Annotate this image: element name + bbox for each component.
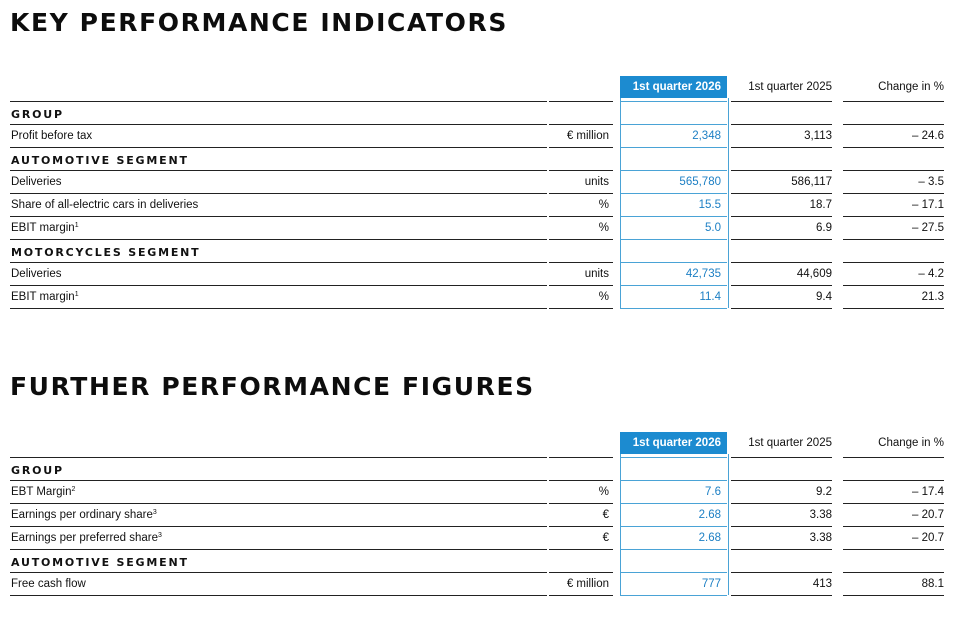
row-rule [731, 457, 832, 458]
value-current: 15.5 [698, 199, 721, 211]
row-unit: % [598, 222, 609, 234]
row-rule [10, 503, 547, 504]
value-current: 7.6 [705, 486, 721, 498]
row-rule [549, 526, 613, 527]
row-rule [620, 595, 727, 596]
row-rule [843, 124, 944, 125]
row-rule [10, 170, 547, 171]
row-unit: % [598, 291, 609, 303]
row-unit: units [584, 268, 609, 280]
row-rule [10, 526, 547, 527]
row-rule [843, 193, 944, 194]
row-rule [549, 193, 613, 194]
col-header-change: Change in % [878, 81, 944, 93]
value-current: 2.68 [698, 509, 721, 521]
value-change: – 20.7 [912, 532, 944, 544]
value-prior: 6.9 [816, 222, 832, 234]
row-unit: units [584, 176, 609, 188]
row-rule [549, 170, 613, 171]
row-rule [843, 170, 944, 171]
row-rule [10, 147, 547, 148]
row-label-text: Earnings per preferred share [11, 532, 159, 544]
row-rule [731, 239, 832, 240]
row-label [11, 130, 92, 142]
row-rule [10, 285, 547, 286]
row-rule [549, 101, 613, 102]
row-rule [10, 572, 547, 573]
value-change: – 3.5 [918, 176, 944, 188]
row-rule [549, 262, 613, 263]
value-change: – 24.6 [912, 130, 944, 142]
footnote-marker: 3 [158, 532, 162, 539]
row-rule [843, 285, 944, 286]
row-rule [731, 170, 832, 171]
value-change: 21.3 [921, 291, 944, 303]
section-heading: GROUP [11, 464, 64, 477]
row-rule [549, 285, 613, 286]
kpi-title: KEY PERFORMANCE INDICATORS [10, 8, 508, 37]
value-current: 11.4 [699, 291, 721, 303]
row-unit: € million [566, 130, 609, 142]
row-rule [620, 308, 727, 309]
row-rule [549, 549, 613, 550]
row-rule [549, 572, 613, 573]
row-rule [731, 147, 832, 148]
section-heading: AUTOMOTIVE SEGMENT [11, 154, 189, 167]
row-rule [843, 549, 944, 550]
row-rule [10, 193, 547, 194]
current-column-frame [620, 454, 729, 595]
row-rule [731, 572, 832, 573]
row-label [11, 578, 86, 590]
row-rule [843, 480, 944, 481]
row-label-text: EBIT margin [11, 222, 75, 234]
row-rule [10, 480, 547, 481]
value-current: 565,780 [679, 176, 721, 188]
row-label [11, 532, 162, 544]
row-unit: % [598, 199, 609, 211]
row-rule [10, 262, 547, 263]
row-label-text: Deliveries [11, 268, 62, 280]
row-label-text: Earnings per ordinary share [11, 509, 153, 521]
col-header-current: 1st quarter 2026 [620, 76, 727, 98]
row-rule [731, 549, 832, 550]
row-rule [10, 549, 547, 550]
row-rule [843, 503, 944, 504]
row-rule [731, 193, 832, 194]
row-rule [549, 147, 613, 148]
row-label [11, 509, 157, 521]
row-rule [10, 216, 547, 217]
row-rule [731, 216, 832, 217]
value-prior: 44,609 [796, 268, 832, 280]
value-change: – 17.1 [912, 199, 944, 211]
row-unit: € million [566, 578, 609, 590]
row-label [11, 486, 75, 498]
value-change: – 20.7 [912, 509, 944, 521]
value-change: 88.1 [921, 578, 944, 590]
row-rule [549, 308, 613, 309]
row-rule [10, 101, 547, 102]
row-label [11, 176, 62, 188]
value-change: – 4.2 [918, 268, 944, 280]
row-label-text: Share of all-electric cars in deliveries [11, 199, 199, 211]
value-prior: 9.4 [816, 291, 832, 303]
value-prior: 3.38 [809, 532, 832, 544]
row-unit: % [598, 486, 609, 498]
row-label [11, 268, 62, 280]
row-rule [549, 503, 613, 504]
row-label [11, 199, 198, 211]
row-rule [731, 308, 832, 309]
section-heading: GROUP [11, 108, 64, 121]
row-rule [843, 239, 944, 240]
col-header-change: Change in % [878, 437, 944, 449]
row-rule [843, 457, 944, 458]
row-label-text: EBT Margin [11, 486, 72, 498]
value-prior: 586,117 [791, 176, 832, 188]
footnote-marker: 2 [71, 486, 76, 493]
row-label-text: Profit before tax [11, 130, 93, 142]
value-prior: 18.7 [809, 199, 832, 211]
value-current: 777 [701, 578, 721, 590]
value-change: – 17.4 [912, 486, 944, 498]
row-rule [843, 526, 944, 527]
row-rule [731, 262, 832, 263]
row-unit: € [602, 532, 609, 544]
value-prior: 3,113 [804, 130, 832, 142]
row-rule [731, 480, 832, 481]
further-title: FURTHER PERFORMANCE FIGURES [10, 372, 535, 401]
footnote-marker: 1 [74, 291, 79, 298]
row-rule [731, 526, 832, 527]
row-rule [10, 239, 547, 240]
value-current: 42,735 [685, 268, 721, 280]
value-prior: 9.2 [816, 486, 832, 498]
value-change: – 27.5 [912, 222, 944, 234]
row-label-text: Free cash flow [11, 578, 86, 590]
row-rule [549, 480, 613, 481]
col-header-prior: 1st quarter 2025 [748, 81, 832, 93]
row-rule [731, 101, 832, 102]
row-rule [10, 124, 547, 125]
row-rule [549, 216, 613, 217]
row-rule [10, 308, 547, 309]
row-label [11, 291, 79, 303]
row-rule [843, 101, 944, 102]
row-rule [731, 285, 832, 286]
row-rule [731, 503, 832, 504]
section-heading: AUTOMOTIVE SEGMENT [11, 556, 189, 569]
row-rule [549, 457, 613, 458]
row-rule [549, 124, 613, 125]
value-prior: 3.38 [809, 509, 832, 521]
value-prior: 413 [812, 578, 832, 590]
col-header-current: 1st quarter 2026 [620, 432, 727, 454]
row-rule [549, 595, 613, 596]
section-heading: MOTORCYCLES SEGMENT [11, 246, 201, 259]
row-rule [843, 308, 944, 309]
value-current: 2,348 [692, 130, 721, 142]
row-rule [843, 595, 944, 596]
row-rule [843, 262, 944, 263]
row-rule [843, 572, 944, 573]
footnote-marker: 3 [152, 509, 157, 516]
row-label-text: Deliveries [11, 176, 62, 188]
row-rule [10, 595, 547, 596]
row-label [11, 222, 79, 234]
row-label-text: EBIT margin [11, 291, 75, 303]
col-header-prior: 1st quarter 2025 [748, 437, 832, 449]
row-rule [731, 124, 832, 125]
footnote-marker: 1 [74, 222, 79, 229]
value-current: 2.68 [698, 532, 721, 544]
row-unit: € [602, 509, 609, 521]
row-rule [843, 216, 944, 217]
row-rule [731, 595, 832, 596]
row-rule [843, 147, 944, 148]
value-current: 5.0 [705, 222, 721, 234]
row-rule [10, 457, 547, 458]
row-rule [549, 239, 613, 240]
